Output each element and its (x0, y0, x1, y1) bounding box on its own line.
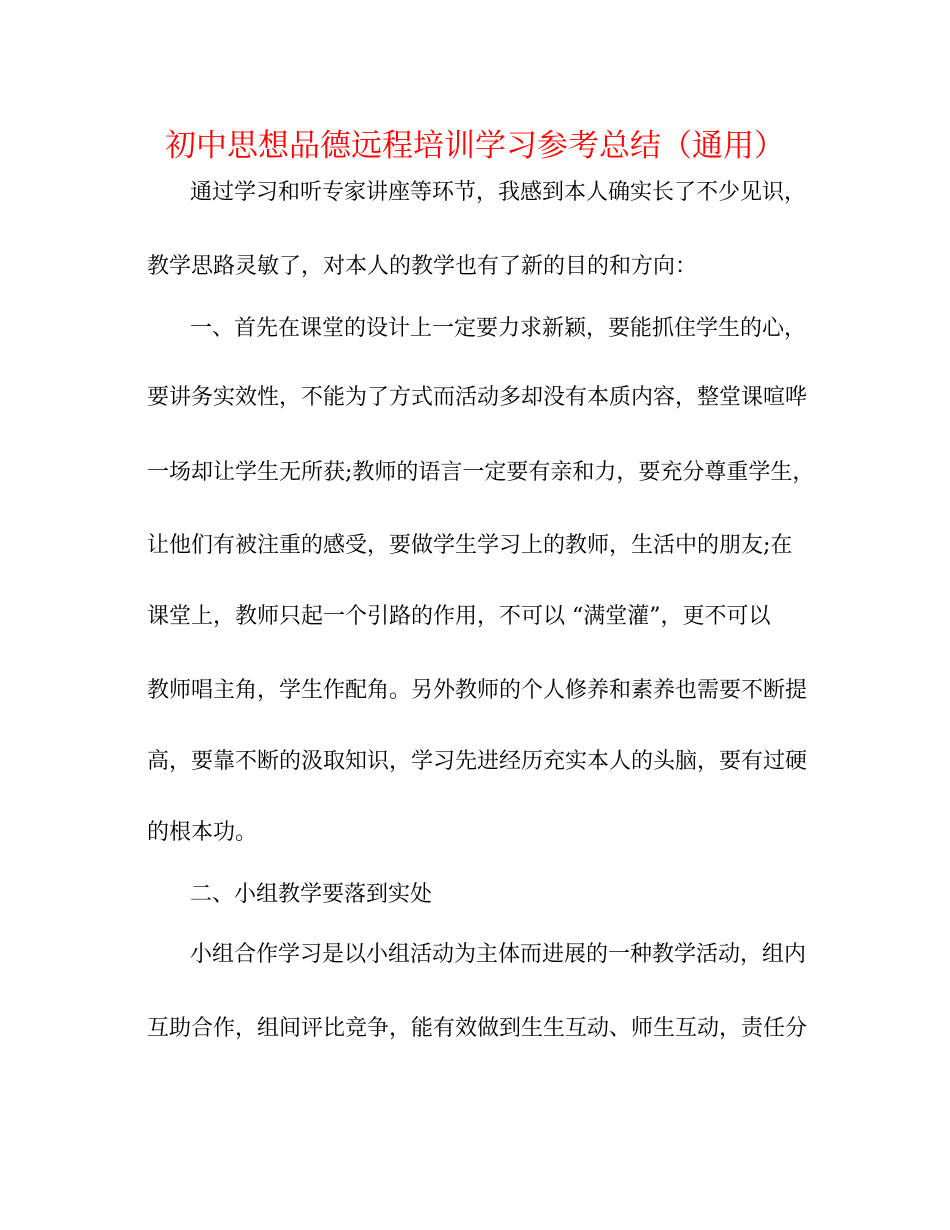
paragraph-line: 高，要靠不断的汲取知识，学习先进经历充实本人的头脑，要有过硬 (147, 749, 808, 774)
paragraph-line: 小组合作学习是以小组活动为主体而进展的一种教学活动，组内 (190, 942, 807, 967)
paragraph-line: 的根本功。 (147, 820, 258, 845)
paragraph-line: 课堂上，教师只起一个引路的作用，不可以 “满堂灌”，更不可以 (147, 604, 771, 629)
paragraph-line: 互助合作，组间评比竞争，能有效做到生生互动、师生互动，责任分 (147, 1016, 808, 1041)
paragraph-line: 让他们有被注重的感受，要做学生学习上的教师，生活中的朋友;在 (147, 533, 793, 558)
paragraph-line: 教师唱主角，学生作配角。另外教师的个人修养和素养也需要不断提 (147, 678, 808, 703)
paragraph-line: 教学思路灵敏了，对本人的教学也有了新的目的和方向： (147, 254, 698, 279)
paragraph-line: 一场却让学生无所获;教师的语言一定要有亲和力，要充分尊重学生， (147, 460, 815, 485)
paragraph-line: 要讲务实效性，不能为了方式而活动多却没有本质内容，整堂课喧哗 (147, 385, 808, 410)
section-heading: 二、小组教学要落到实处 (190, 882, 433, 907)
document-title: 初中思想品德远程培训学习参考总结（通用） (165, 128, 785, 164)
paragraph-line: 通过学习和听专家讲座等环节，我感到本人确实长了不少见识， (190, 180, 807, 205)
paragraph-line: 一、首先在课堂的设计上一定要力求新颖，要能抓住学生的心， (190, 316, 807, 341)
